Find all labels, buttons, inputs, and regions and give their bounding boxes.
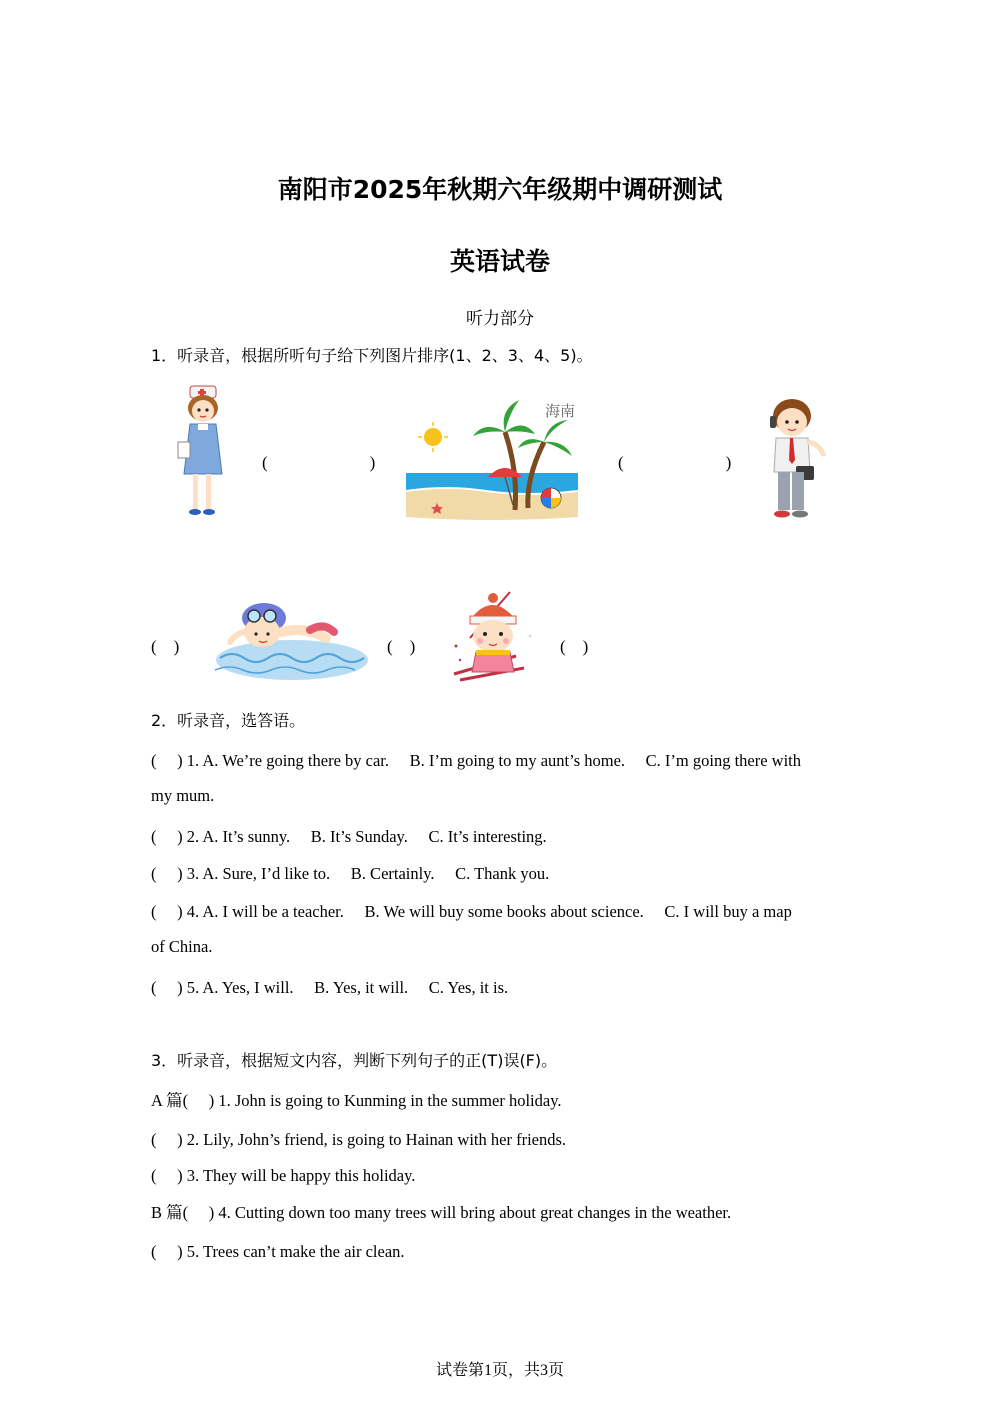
rank-bracket-1[interactable]: ( ) — [262, 453, 376, 472]
q2-item-2: ( ) 2. A. It’s sunny. B. It’s Sunday. C. It’s interesting. — [151, 827, 547, 846]
q2-item-3: ( ) 3. A. Sure, I’d like to. B. Certainly. C. Thank you. — [151, 864, 550, 883]
exam-subtitle: 英语试卷 — [449, 247, 550, 276]
q1-instruction: 1．听录音，根据所听句子给下列图片排序(1、2、3、4、5)。 — [151, 346, 593, 365]
swimmer-icon — [210, 596, 368, 684]
page-footer: 试卷第1页，共3页 — [435, 1362, 564, 1379]
q2-item-5: ( ) 5. A. Yes, I will. B. Yes, it will. C. Yes, it is. — [151, 978, 509, 997]
q2-item-1: ( ) 1. A. We’re going there by car. B. I’m going to my aunt’s home. C. I’m going there with — [151, 751, 802, 770]
nurse-icon — [168, 384, 228, 518]
section-heading: 听力部分 — [466, 309, 534, 329]
rank-bracket-4[interactable]: ( ) — [387, 637, 416, 656]
q3-item-5: ( ) 5. Trees can’t make the air clean. — [151, 1242, 405, 1261]
businessman-icon — [762, 396, 834, 520]
q3-item-1: A 篇( ) 1. John is going to Kunming in the summer holiday. — [151, 1091, 562, 1110]
q2-item-4: ( ) 4. A. I will be a teacher. B. We will buy some books about science. C. I will buy a map — [151, 902, 792, 921]
rank-bracket-5[interactable]: ( ) — [560, 637, 589, 656]
q3-item-3: ( ) 3. They will be happy this holiday. — [151, 1166, 416, 1185]
q2-item-1-cont: my mum. — [151, 786, 215, 805]
rank-bracket-2[interactable]: ( ) — [618, 453, 732, 472]
exam-title: 南阳市2025年秋期六年级期中调研测试 — [277, 175, 723, 204]
q2-item-4-cont: of China. — [151, 937, 213, 956]
beach-label: 海南 — [545, 402, 576, 420]
skier-icon — [446, 586, 538, 686]
rank-bracket-3[interactable]: ( ) — [151, 637, 180, 656]
q3-item-4: B 篇( ) 4. Cutting down too many trees will bring about great changes in the weather. — [151, 1203, 732, 1222]
q2-instruction: 2．听录音，选答语。 — [151, 711, 306, 730]
q3-instruction: 3．听录音，根据短文内容，判断下列句子的正(T)误(F)。 — [151, 1051, 558, 1070]
q3-item-2: ( ) 2. Lily, John’s friend, is going to Hainan with her friends. — [151, 1130, 567, 1149]
